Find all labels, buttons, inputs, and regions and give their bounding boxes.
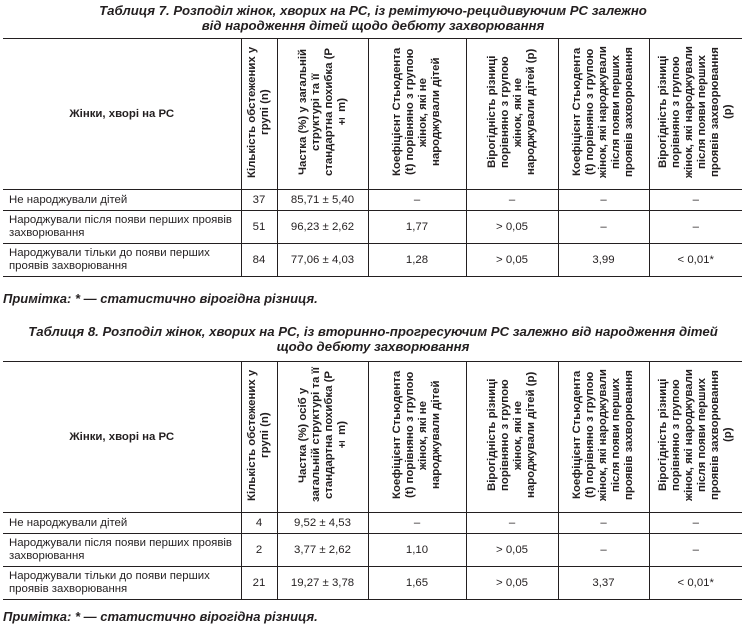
table8-row2-p2: – <box>649 534 742 567</box>
table8-caption-line1: Таблиця 8. Розподіл жінок, хворих на РС, із вторинно-прогресуючим РС залежно від народження дітей <box>28 324 718 339</box>
table7-row2-group: Народжували після появи перших проявів захворювання <box>3 211 241 244</box>
table8-row1-p1: – <box>466 513 558 534</box>
table7-row1-count: 37 <box>241 190 277 211</box>
table7-header-p-vs-after: Вірогідність різниці порівняно з групою жінок, які народжували після появи перших проявів захворювання (p) <box>649 39 742 190</box>
table8-header-count: Кількість обстежених у групі (n) <box>241 362 277 513</box>
table8-row2-t2: – <box>558 534 649 567</box>
table7-row3-count: 84 <box>241 244 277 277</box>
table8-note: Примітка: * — статистично вірогідна різниця. <box>3 609 318 624</box>
table7-row3-t1: 1,28 <box>368 244 466 277</box>
table8-row3-group: Народжували тільки до появи перших проявів захворювання <box>3 567 241 600</box>
table-row <box>3 211 742 244</box>
table7-note: Примітка: * — статистично вірогідна різниця. <box>3 291 318 306</box>
table-row <box>3 244 742 277</box>
table7-row3-group: Народжували тільки до появи перших проявів захворювання <box>3 244 241 277</box>
table8-header-share: Частка (%) осіб у загальній структурі та її стандартна похибка (P ± m) <box>277 362 368 513</box>
table8-header-t-vs-after: Коефіцієнт Стьюдента (t) порівняно з групою жінок, які народжували після появи перших проявів захворювання <box>558 362 649 513</box>
table8-row3-share: 19,27 ± 3,78 <box>277 567 368 600</box>
table7-caption-line1: Таблиця 7. Розподіл жінок, хворих на РС, із ремітуючо-рецидивуючим РС залежно <box>99 3 647 18</box>
table7-row2-p1: > 0,05 <box>466 211 558 244</box>
table7-caption <box>0 3 746 33</box>
table7-row3-p2: < 0,01* <box>649 244 742 277</box>
table8-row1-count: 4 <box>241 513 277 534</box>
table8-row1-t2: – <box>558 513 649 534</box>
table8-header-p-vs-after: Вірогідність різниці порівняно з групою жінок, які народжували після появи перших проявів захворювання (р) <box>649 362 742 513</box>
table7-row1-group: Не народжували дітей <box>3 190 241 211</box>
table-row <box>3 190 742 211</box>
table7-row2-share: 96,23 ± 2,62 <box>277 211 368 244</box>
table7-row2-t2: – <box>558 211 649 244</box>
table8-header-t-vs-childless: Коефіцієнт Стьюдента (t) порівняно з групою жінок, які не народжували дітей <box>368 362 466 513</box>
table8-row3-t2: 3,37 <box>558 567 649 600</box>
table8-row1-share: 9,52 ± 4,53 <box>277 513 368 534</box>
table8-row3-p1: > 0,05 <box>466 567 558 600</box>
table8-row3-count: 21 <box>241 567 277 600</box>
table8-header-row <box>3 362 742 513</box>
table8-header-p-vs-childless: Вірогідність різниці порівняно з групою жінок, які не народжували дітей (p) <box>466 362 558 513</box>
table7-header-share: Частка (%) у загальній структурі та її стандартна похибка (P ± m) <box>277 39 368 190</box>
table7-row1-t2: – <box>558 190 649 211</box>
table8-caption <box>0 324 746 354</box>
table-row <box>3 534 742 567</box>
table8-row2-group: Народжували після появи перших проявів захворювання <box>3 534 241 567</box>
table8-row1-group: Не народжували дітей <box>3 513 241 534</box>
table7-header-count: Кількість обстежених у групі (n) <box>241 39 277 190</box>
table7-header-row <box>3 39 742 190</box>
table8-caption-line2: щодо дебюту захворювання <box>276 339 470 354</box>
table7-header-p-vs-childless: Вірогідність різниці порівняно з групою жінок, які не народжували дітей (p) <box>466 39 558 190</box>
table7-row3-p1: > 0,05 <box>466 244 558 277</box>
table7-row2-count: 51 <box>241 211 277 244</box>
table8-header-group: Жінки, хворі на РС <box>3 362 241 513</box>
table8-row2-share: 3,77 ± 2,62 <box>277 534 368 567</box>
table8-row3-t1: 1,65 <box>368 567 466 600</box>
table7-row3-share: 77,06 ± 4,03 <box>277 244 368 277</box>
table8-row1-t1: – <box>368 513 466 534</box>
table7 <box>3 38 742 277</box>
table8 <box>3 361 742 600</box>
table8-row2-count: 2 <box>241 534 277 567</box>
table7-header-t-vs-after: Коефіцієнт Стьюдента (t) порівняно з групою жінок, які народжували після появи перших проявів захворювання <box>558 39 649 190</box>
table-row <box>3 567 742 600</box>
table7-header-group: Жінки, хворі на РС <box>3 39 241 190</box>
table7-header-t-vs-childless: Коефіцієнт Стьюдента (t) порівняно з групою жінок, які не народжували дітей <box>368 39 466 190</box>
table7-row2-t1: 1,77 <box>368 211 466 244</box>
table8-row3-p2: < 0,01* <box>649 567 742 600</box>
table-row <box>3 513 742 534</box>
table7-row3-t2: 3,99 <box>558 244 649 277</box>
table7-row1-p2: – <box>649 190 742 211</box>
table8-row2-t1: 1,10 <box>368 534 466 567</box>
table8-row2-p1: > 0,05 <box>466 534 558 567</box>
table7-row1-t1: – <box>368 190 466 211</box>
table7-caption-line2: від народження дітей щодо дебюту захворювання <box>201 18 545 33</box>
table7-row2-p2: – <box>649 211 742 244</box>
table8-row1-p2: – <box>649 513 742 534</box>
table7-row1-p1: – <box>466 190 558 211</box>
table7-row1-share: 85,71 ± 5,40 <box>277 190 368 211</box>
